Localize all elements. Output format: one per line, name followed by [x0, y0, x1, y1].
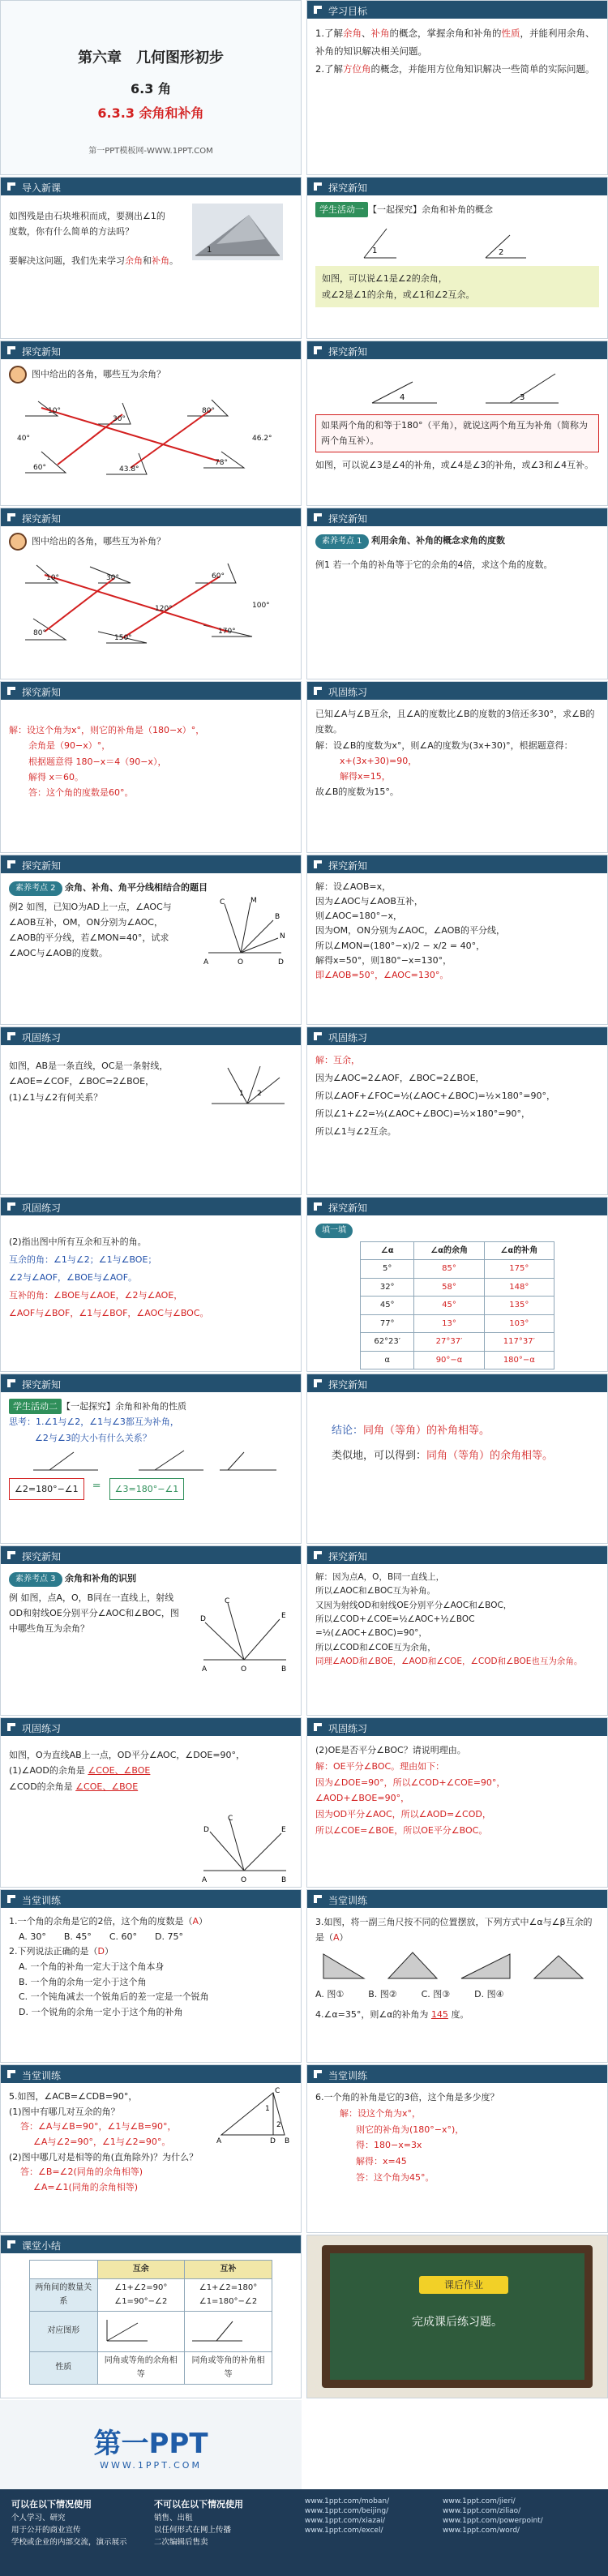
- complement-table: ∠α ∠α的余角 ∠α的补角 5° 85° 175° 32° 58° 148° 45° 45° 135° 77° 13° 103° 62°23′ 27°37′ 117°37′ α 90°−α 180°−α: [360, 1241, 554, 1370]
- footer-link[interactable]: www.1ppt.com/powerpoint/: [443, 2517, 543, 2525]
- svg-text:46.2°: 46.2°: [252, 435, 272, 443]
- slide-title: 探究新知: [328, 513, 368, 525]
- svg-text:A: A: [202, 1876, 208, 1884]
- slide-title: 探究新知: [22, 1551, 62, 1562]
- slide-property: [0, 1374, 302, 1544]
- svg-text:E: E: [281, 1826, 286, 1834]
- svg-text:O: O: [241, 1665, 247, 1674]
- solution-body: 解：因为点A，O，B同一直线上， 所以∠AOC和∠BOC互为补角。 又因为射线OD和射线OE分别平分∠AOC和∠BOC， 所以∠COD+∠COE=½∠AOC+½∠BOC =½(∠AOC+∠BOC)=90°， 所以∠COD和∠COE互为余角， 同理∠AOD和∠BOE，∠AOD和∠COE，∠COD和∠BOE也互为余角。: [315, 1572, 583, 1666]
- svg-text:60°: 60°: [212, 572, 225, 581]
- svg-text:80°: 80°: [33, 629, 46, 637]
- answer-body: (2)OE是否平分∠BOC？请说明理由。 解：OE平分∠BOC。理由如下： 因为∠DOE=90°，所以∠COD+∠COE=90°， ∠AOD+∠BOE=90°， 因为OD平分∠AOC，所以∠AOD=∠COD， 所以∠COE=∠BOE，所以OE平分∠BOC。: [315, 1745, 506, 1836]
- slide-training-4: [306, 2064, 608, 2233]
- svg-text:C: C: [275, 2087, 280, 2095]
- svg-text:2: 2: [257, 1090, 262, 1098]
- footer-link[interactable]: www.1ppt.com/excel/: [305, 2527, 383, 2535]
- svg-text:B: B: [285, 2137, 289, 2143]
- fill-pill: 填一填: [315, 1224, 353, 1238]
- practice-body: 如图，AB是一条直线，OC是一条射线，∠AOE=∠COF，∠BOC=2∠BOE， (1)∠1与∠2有何关系？ 1 2: [9, 1052, 293, 1189]
- triangles-figure: [315, 1946, 591, 1987]
- slide-find-complements: [0, 341, 302, 506]
- training-body: 1.一个角的余角是它的2倍，这个角的度数是（A） A. 30° B. 45° C. 60° D. 75° 2.下列说法正确的是（D） A. 一个角的补角一定大于这个角本身 B. 一个角的余角一定小于这个角 C. 一个钝角减去一个锐角后的差一定是一个锐角 D. 一个锐角的余角一定小于这个角的补角: [9, 1916, 209, 2018]
- geometry-figure: [200, 1814, 289, 1887]
- svg-text:A: A: [203, 958, 209, 967]
- slide-title: 探究新知: [22, 687, 62, 698]
- svg-text:78°: 78°: [215, 459, 228, 467]
- rock-picture: [192, 204, 283, 260]
- svg-text:C: C: [225, 1597, 230, 1605]
- slide-intro: [0, 177, 302, 339]
- svg-text:B: B: [281, 1876, 287, 1884]
- row-5: [0, 681, 608, 853]
- activity-tag: 学生活动二: [9, 1399, 62, 1414]
- svg-text:43.8°: 43.8°: [119, 465, 139, 474]
- definition-box: 如图，可以说∠1是∠2的余角， 或∠2是∠1的余角，或∠1和∠2互余。: [315, 266, 599, 307]
- slide-summary: [0, 2235, 302, 2398]
- slide-supplement-concept: [306, 341, 608, 506]
- svg-text:C: C: [220, 898, 225, 907]
- svg-text:40°: 40°: [17, 435, 30, 443]
- link-list: [305, 2497, 580, 2535]
- row-8: [0, 1197, 608, 1372]
- slide-title: 巩固练习: [328, 1723, 368, 1734]
- intro-body: 如图残是由石块堆积而成，要测出∠1的度数，你有什么简单的方法吗？ 1 要解决这问题，我们先来学习余角和补角。: [9, 202, 293, 333]
- literacy-pill: 素养考点 2: [9, 881, 62, 896]
- svg-text:120°: 120°: [155, 605, 173, 613]
- cartoon-icon: [9, 533, 27, 551]
- slide-title: 巩固练习: [328, 1032, 368, 1044]
- allowed-list: 可以在以下情况使用 个人学习、研究 用于公开的商业宣传 学校或企业的内部交流，演示展示: [11, 2499, 127, 2547]
- slide-fill-table: [306, 1197, 608, 1372]
- footer-link[interactable]: www.1ppt.com/xiazai/: [305, 2517, 386, 2525]
- svg-text:170°: 170°: [218, 628, 236, 636]
- slide-title: 探究新知: [328, 1551, 368, 1562]
- row-13: [0, 2064, 608, 2233]
- homework-badge: 课后作业: [419, 2276, 508, 2294]
- angles-figure: [9, 551, 293, 664]
- logo-panel: [0, 2400, 302, 2489]
- intro-question: 如图残是由石块堆积而成，要测出∠1的度数，你有什么简单的方法吗？: [9, 211, 165, 238]
- section-title: 6.3 角: [131, 81, 171, 96]
- svg-text:C: C: [228, 1815, 233, 1823]
- slide-title: 探究新知: [328, 860, 368, 872]
- chalkboard: [322, 2245, 593, 2388]
- svg-text:B: B: [281, 1665, 287, 1674]
- cartoon-icon: [9, 366, 27, 384]
- example-body: 素养考点 1 利用余角、补角的概念求角的度数 例1 若一个角的补角等于它的余角的4倍，求这个角的度数。: [315, 533, 599, 674]
- slide-title: 巩固练习: [22, 1202, 62, 1214]
- slide-title: 探究新知: [328, 1379, 368, 1391]
- slide-title: 探究新知: [328, 1202, 368, 1214]
- angles-figure: [9, 384, 293, 489]
- homework-text: 完成课后练习题。: [412, 2316, 503, 2329]
- angle-label: 1: [372, 246, 378, 256]
- svg-text:100°: 100°: [252, 602, 270, 610]
- row-12: [0, 1889, 608, 2063]
- slide-solution-1: [0, 681, 302, 853]
- svg-text:D: D: [278, 958, 284, 967]
- slide-title: 学习目标: [328, 6, 368, 17]
- svg-text:D: D: [270, 2137, 276, 2143]
- slide-title: 探究新知: [22, 1379, 62, 1391]
- geometry-figure: [200, 1595, 289, 1676]
- slide-example-2: [0, 855, 302, 1025]
- svg-text:A: A: [202, 1665, 208, 1674]
- slide-title: 当堂训练: [22, 2070, 62, 2081]
- slide-title: 巩固练习: [328, 687, 368, 698]
- footer-link[interactable]: www.1ppt.com/jieri/: [443, 2497, 516, 2505]
- footer-link[interactable]: www.1ppt.com/beijing/: [305, 2507, 389, 2515]
- svg-text:10°: 10°: [46, 574, 59, 582]
- example-text: 例1 若一个角的补角等于它的余角的4倍，求这个角的度数。: [315, 559, 553, 570]
- training-body: 3.如图，将一副三角尺按不同的位置摆放，下列方式中∠α与∠β互余的是（A） A. 图① B. 图② C. 图③ D. 图④ 4.∠α=35°，则∠α的补角为 145 度。: [315, 1917, 593, 2020]
- svg-text:N: N: [280, 932, 285, 941]
- formula-1: ∠2=180°−∠1: [9, 1478, 84, 1500]
- svg-text:1: 1: [239, 1090, 244, 1098]
- slide-title: 巩固练习: [22, 1032, 62, 1044]
- svg-text:30°: 30°: [106, 574, 119, 582]
- slide-title: 探究新知: [328, 346, 368, 358]
- row-9: [0, 1374, 608, 1544]
- find-body: 图中给出的各角，哪些互为余角？ 10° 30° 80° 60° 43.8° 78° 46.2° 40°: [9, 366, 293, 500]
- triangle-figure: [216, 2086, 289, 2143]
- usage-panel: [0, 2489, 608, 2576]
- svg-text:O: O: [238, 958, 244, 967]
- literacy-pill: 素养考点 1: [315, 534, 369, 549]
- geometry-figure: [200, 896, 289, 969]
- slide-practice-2-answer: [306, 1027, 608, 1195]
- table-body: [315, 1222, 599, 1366]
- angle-label: 1: [207, 246, 212, 255]
- slide-example-1: [306, 508, 608, 679]
- practice-body: (2)指出图中所有互余和互补的角。 互余的角：∠1与∠2；∠1与∠BOE； ∠2与∠AOF，∠BOE与∠AOF。 互补的角：∠BOE与∠AOE，∠2与∠AOE， ∠AOF与∠BOF，∠1与∠BOF，∠AOC与∠BOC。: [9, 1237, 209, 1318]
- formula-2: ∠3=180°−∠1: [109, 1478, 185, 1500]
- answer-body: 解：互余， 因为∠AOC=2∠AOF，∠BOC=2∠BOE， 所以∠AOF+∠FOC=½(∠AOC+∠BOC)=½×180°=90°， 所以∠1+∠2=½(∠AOC+∠BOC)=½×180°=90°， 所以∠1与∠2互余。: [315, 1055, 555, 1137]
- slide-title: 探究新知: [22, 346, 62, 358]
- goals-body: 1.了解余角、补角的概念，掌握余角和补角的性质，并能利用余角、补角的知识解决相关问题。 2.了解方位角的概念，并能用方位角知识解决一些简单的实际问题。: [315, 28, 595, 75]
- example-text: 例 如图，点A，O，B同在一直线上，射线OD和射线OE分别平分∠AOC和∠BOC，图中哪些角互为余角？: [9, 1592, 179, 1634]
- slide-title: 探究新知: [328, 182, 368, 194]
- slide-solution-3: [306, 1545, 608, 1716]
- slide-training-3: [0, 2064, 302, 2233]
- footer-ad: [0, 2400, 608, 2576]
- supplement-body: [315, 366, 599, 500]
- svg-text:3: 3: [520, 393, 525, 402]
- slide-title: 课堂小结: [22, 2240, 62, 2252]
- summary-table: 互余 互补 两角间的数量关系 ∠1+∠2=90° ∠1=90°−∠2 ∠1+∠2=180° ∠1=180°−∠2 对应图形 性质 同角或等角的余角相等 同角或等角的补角相等: [29, 2260, 272, 2385]
- forbidden-list: 不可以在以下情况使用 销售、出租 以任何形式在网上传播 二次编辑后售卖: [154, 2499, 243, 2547]
- training-body: 5.如图，∠ACB=∠CDB=90°， (1)图中有哪几对互余的角？ 答：∠A与∠B=90°，∠1与∠B=90°， ∠A与∠2=90°，∠1与∠2=90°。 (2)图中哪几对是相等的角(直角除外)？为什么？ 答：∠B=∠2(同角的余角相等) ∠A=∠1(同角的余角相等) A B C D 1 2: [9, 2087, 289, 2193]
- solution-body: 解：设这个角为x°，则它的补角是（180−x）°， 余角是（90−x）°， 根据题意得 180−x＝4（90−x）， 解得 x＝60。 答：这个角的度数是60°。: [9, 725, 205, 798]
- svg-text:30°: 30°: [113, 415, 126, 423]
- example-body: 素养考点 3 余角和补角的识别 例 如图，点A，O，B同在一直线上，射线OD和射线OE分别平分∠AOC和∠BOC，图中哪些角互为余角？ A O B C D E: [9, 1571, 293, 1710]
- footer-link[interactable]: www.1ppt.com/moban/: [305, 2497, 390, 2505]
- logo-text: 第一PPT: [93, 2428, 208, 2460]
- row-10: [0, 1545, 608, 1716]
- slide-title: 导入新课: [22, 182, 62, 194]
- slide-conclusion: [306, 1374, 608, 1544]
- activity-tag: 学生活动一: [315, 202, 368, 217]
- row-11: [0, 1717, 608, 1888]
- svg-text:80°: 80°: [202, 407, 215, 415]
- slide-title: 巩固练习: [22, 1723, 62, 1734]
- svg-text:1: 1: [265, 2105, 270, 2113]
- conclusion-body: 结论：同角（等角）的补角相等。 类似地，可以得到：同角（等角）的余角相等。: [332, 1425, 554, 1463]
- geometry-figure: [212, 1063, 285, 1112]
- slide-example-3: [0, 1545, 302, 1716]
- find-body: 图中给出的各角，哪些互为补角？ 10° 30° 60° 80° 150° 170° 120° 100°: [9, 533, 293, 674]
- slide-homework: [306, 2235, 608, 2398]
- practice-body: 已知∠A与∠B互余，且∠A的度数比∠B的度数的3倍还多30°，求∠B的度数。 解：设∠B的度数为x°，则∠A的度数为(3x+30)°，根据题意得： x+(3x+30)=90， 解得x=15， 故∠B的度数为15°。: [315, 709, 595, 798]
- row-4: [0, 508, 608, 679]
- svg-text:O: O: [241, 1876, 247, 1884]
- svg-text:150°: 150°: [114, 634, 132, 642]
- row-2: [0, 177, 608, 339]
- slide-training-1: [0, 1889, 302, 2063]
- slide-practice-4-answer: [306, 1717, 608, 1888]
- row-1: [0, 0, 608, 175]
- example-body: 素养考点 2 余角、补角、角平分线相结合的题目 例2 如图，已知O为AD上一点，∠AOC与∠AOB互补，OM，ON分别为∠AOC，∠AOB的平分线，若∠MON=40°，试求∠AOC与∠AOB的度数。 A B C D M N O: [9, 880, 293, 1019]
- definition-box: 如果两个角的和等于180°（平角），就说这两个角互为补角（简称为两个角互补）。: [315, 414, 599, 452]
- svg-text:D: D: [200, 1615, 206, 1623]
- equal-sign: ＝: [92, 1480, 101, 1491]
- slide-title: 探究新知: [22, 860, 62, 872]
- svg-text:4: 4: [400, 393, 405, 402]
- footer-link[interactable]: www.1ppt.com/word/: [443, 2527, 520, 2535]
- svg-text:60°: 60°: [33, 464, 46, 472]
- sub-title: 6.3.3 余角和补角: [97, 105, 204, 121]
- slide-practice-2: [0, 1027, 302, 1195]
- slide-practice-3: [0, 1197, 302, 1372]
- solution-body: 解：设∠AOB=x， 因为∠AOC与∠AOB互补， 则∠AOC=180°−x， 因为OM，ON分别为∠AOC，∠AOB的平分线， 所以∠MON=(180°−x)/2 − x/2 = 40°， 解得x=50°，则180°−x=130°， 即∠AOB=50°，∠AOC=130°。: [315, 881, 505, 980]
- slide-cover: [0, 0, 302, 175]
- slide-find-supplements: [0, 508, 302, 679]
- practice-body: 如图，O为直线AB上一点，OD平分∠AOC，∠DOE=90°， (1)∠AOD的余角是 ∠COE、∠BOE ∠COD的余角是 ∠COE、∠BOE A O B C D E: [9, 1742, 293, 1882]
- complement-figure: [315, 217, 591, 266]
- svg-text:2: 2: [276, 2121, 281, 2129]
- svg-text:A: A: [216, 2137, 222, 2143]
- svg-text:B: B: [275, 913, 280, 921]
- slide-title: 当堂训练: [328, 2070, 368, 2081]
- slide-title: 探究新知: [22, 513, 62, 525]
- property-figure: [9, 1446, 285, 1478]
- svg-text:E: E: [281, 1612, 286, 1620]
- slide-goals: [306, 0, 608, 175]
- literacy-pill: 素养考点 3: [9, 1572, 62, 1587]
- example-text: 例2 如图，已知O为AD上一点，∠AOC与∠AOB互补，OM，ON分别为∠AOC，∠AOB的平分线，若∠MON=40°，试求∠AOC与∠AOB的度数。: [9, 901, 172, 959]
- row-6: [0, 855, 608, 1025]
- angle-label: 2: [499, 248, 504, 258]
- supplement-text: 如图，可以说∠3是∠4的补角，或∠4是∠3的补角，或∠3和∠4互补。: [315, 459, 594, 470]
- svg-text:D: D: [203, 1826, 209, 1834]
- chapter-title: 第六章 几何图形初步: [78, 49, 224, 66]
- row-14: [0, 2235, 608, 2398]
- svg-text:10°: 10°: [48, 407, 61, 415]
- slide-complement-concept: [306, 177, 608, 339]
- slide-title: 当堂训练: [22, 1895, 62, 1906]
- training-body: 6.一个角的补角是它的3倍，这个角是多少度？ 解：设这个角为x°， 则它的补角为(180°−x°)， 得：180−x=3x 解得：x=45 答：这个角为45°。: [315, 2092, 499, 2183]
- footer-link[interactable]: www.1ppt.com/ziliao/: [443, 2507, 521, 2515]
- slide-practice-1: [306, 681, 608, 853]
- row-7: [0, 1027, 608, 1195]
- supplement-figure: [315, 366, 591, 414]
- site-text: 第一PPT模板网-WWW.1PPT.COM: [88, 147, 213, 156]
- svg-text:M: M: [250, 897, 257, 905]
- slide-solution-2: [306, 855, 608, 1025]
- slide-practice-4: [0, 1717, 302, 1888]
- slide-title: 当堂训练: [328, 1895, 368, 1906]
- property-body: 学生活动二 【一起探究】余角和补角的性质 思考：1.∠1与∠2，∠1与∠3都互为补角， ∠2与∠3的大小有什么关系？ ∠2=180°−∠1 ＝ ∠3=180°−∠1: [9, 1399, 293, 1538]
- slide-training-2: [306, 1889, 608, 2063]
- concept-body: 学生活动一 【一起探究】余角和补角的概念 1 2 如图，可以说∠1是∠2的余角， 或∠2是∠1的余角，或∠1和∠2互余。: [315, 202, 599, 333]
- row-3: [0, 341, 608, 506]
- slide-header: [307, 1, 607, 19]
- summary-body: [9, 2260, 293, 2393]
- logo-url: WWW.1PPT.COM: [100, 2460, 202, 2471]
